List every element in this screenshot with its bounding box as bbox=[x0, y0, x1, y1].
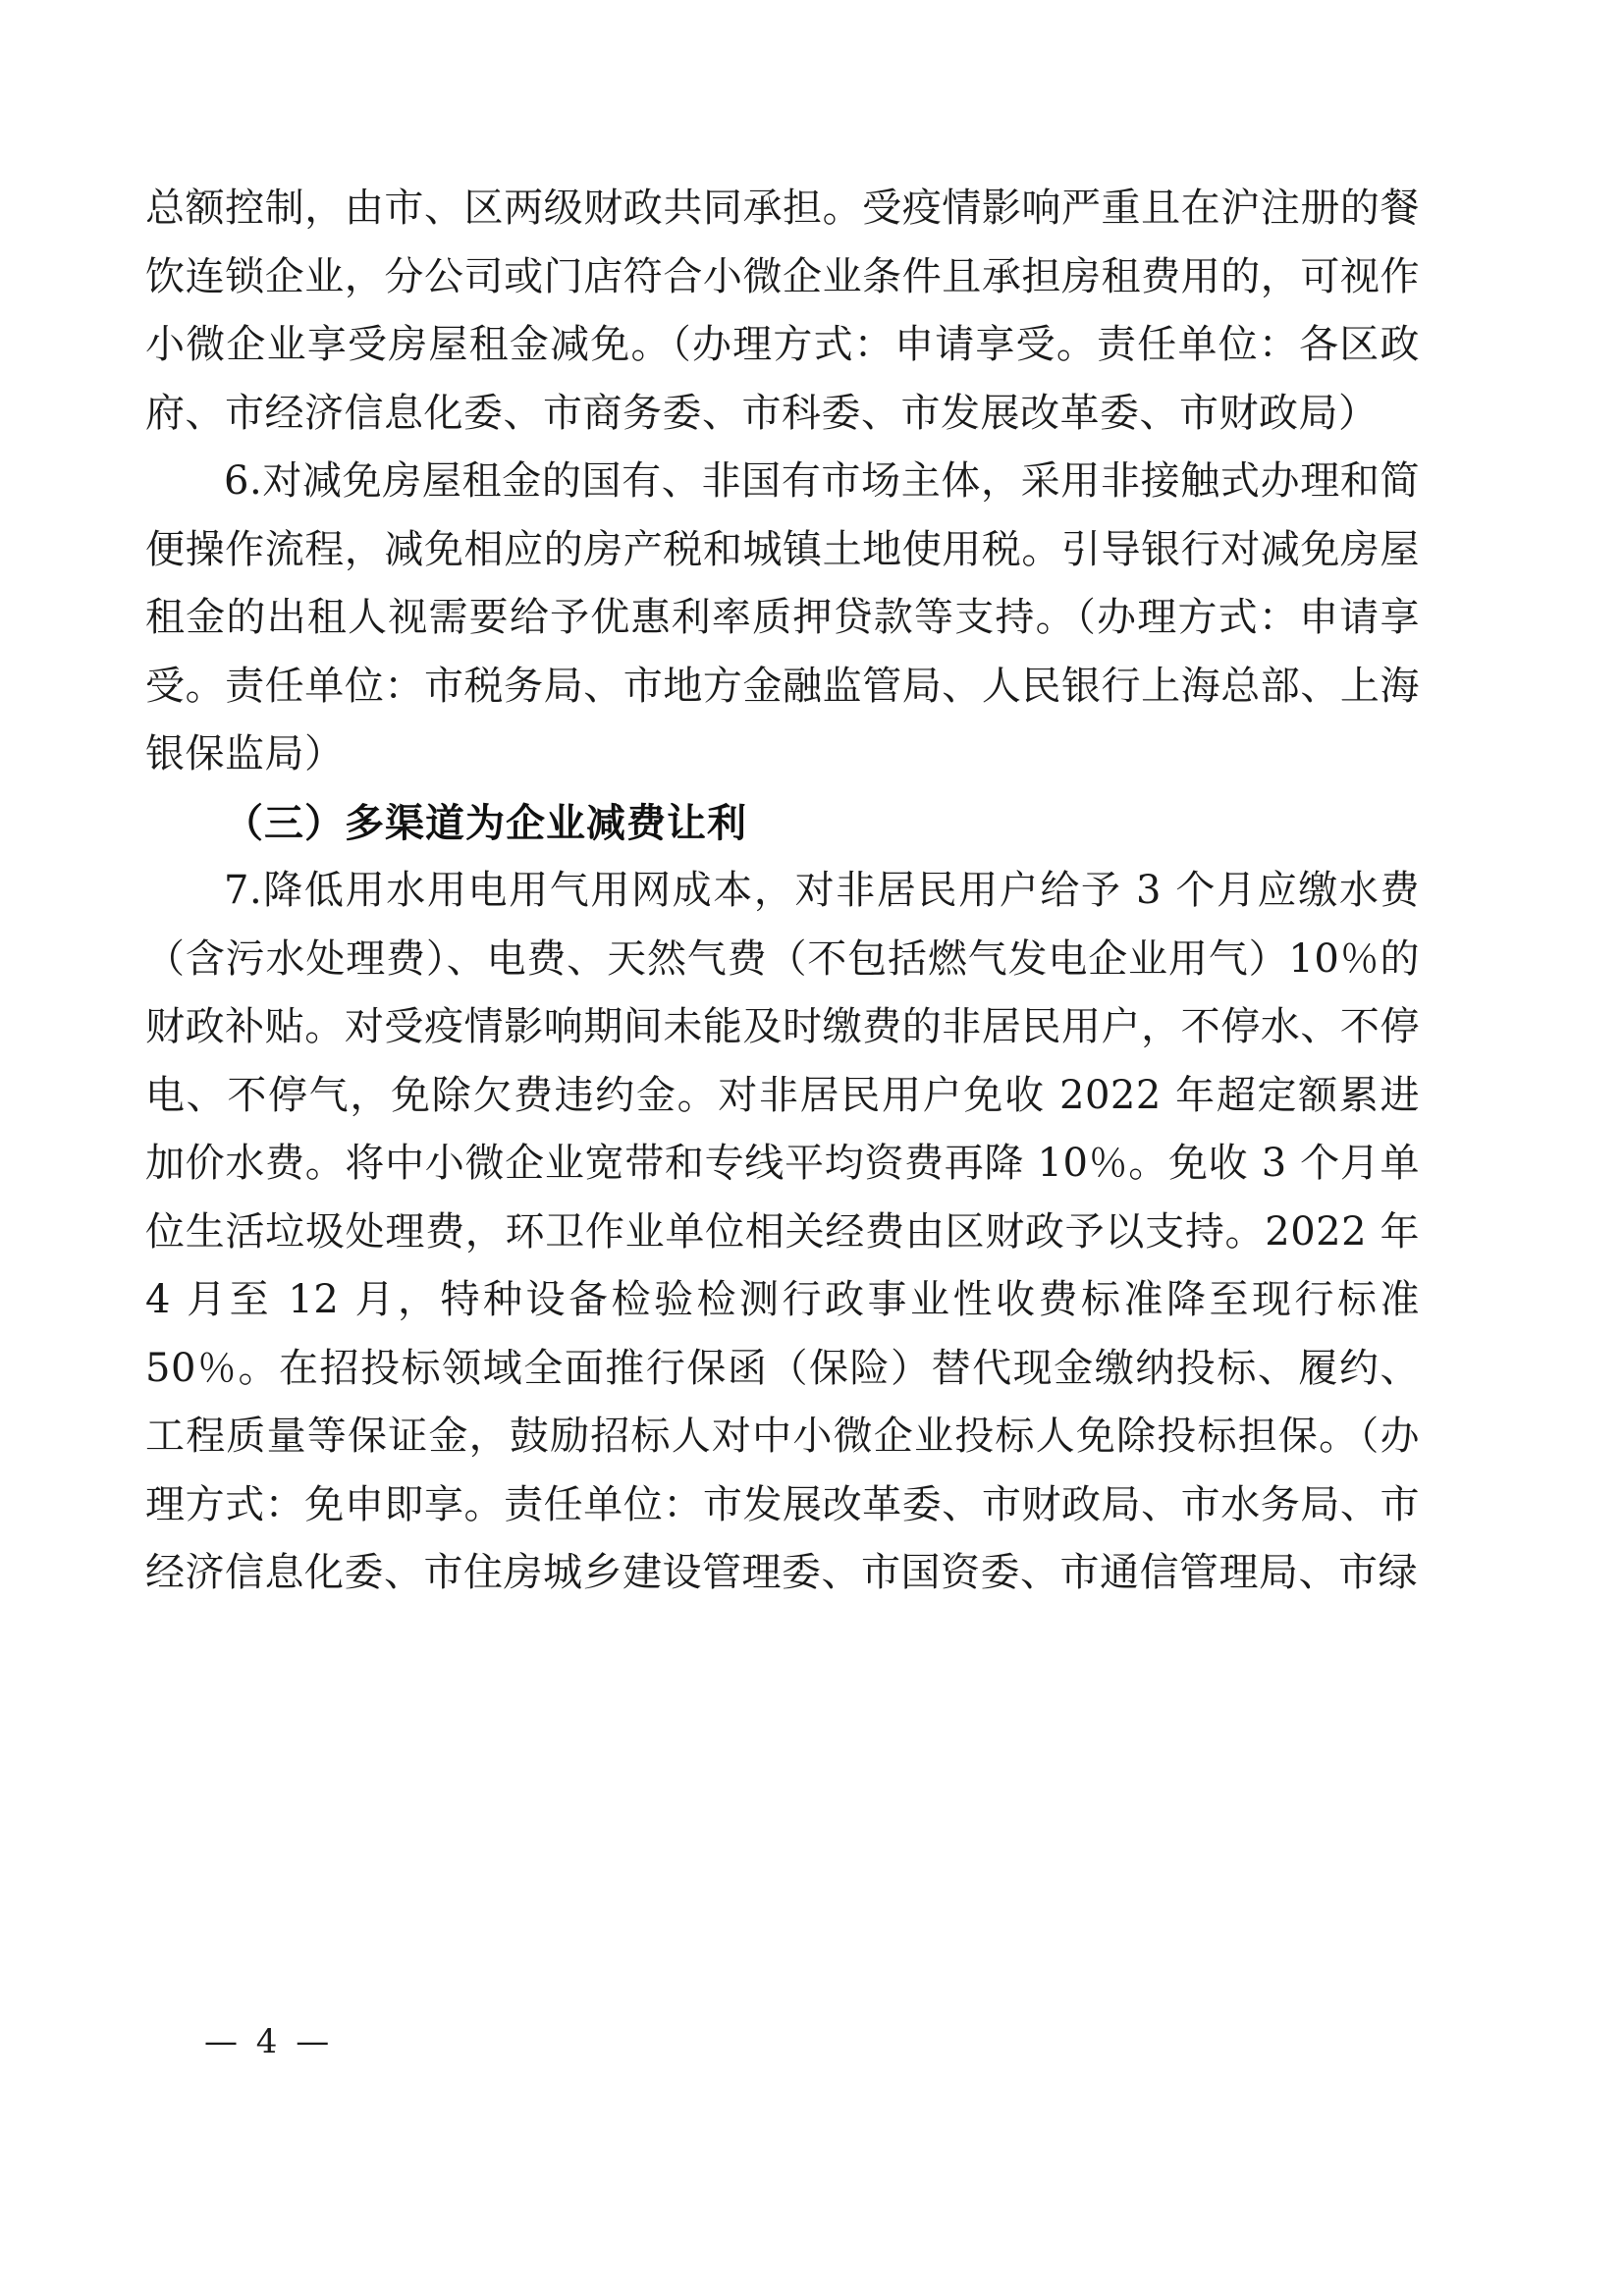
paragraph-5-continued: 总额控制，由市、区两级财政共同承担。受疫情影响严重且在沪注册的餐饮连锁企业，分公司或门店符合小微企业条件且承担房租费用的，可视作小微企业享受房屋租金减免。（办理方式：申请享受。责任单位：各区政府、市经济信息化委、市商务委、市科委、市发展改革委、市财政局） bbox=[145, 186, 1420, 436]
paragraph-7: 7.降低用水用电用气用网成本，对非居民用户给予 3 个月应缴水费（含污水处理费）、电费、天然气费（不包括燃气发电企业用气）10％的财政补贴。对受疫情影响期间未能及时缴费的非居民用户，不停水、不停电、不停气，免除欠费违约金。对非居民用户免收 2022 年超定额累进加价水费。将中小微企业宽带和专线平均资费再降 10％。免收 3 个月单位生活垃圾处理费，环卫作业单位相关经费由区财政予以支持。2022 年 4 月至 12 月，特种设备检验检测行政事业性收费标准降至现行标准 50％。在招投标领域全面推行保函（保险）替代现金缴纳投标、履约、工程质量等保证金，鼓励招标人对中小微企业投标人免除投标担保。（办理方式：免申即享。责任单位：市发展改革委、市财政局、市水务局、市经济信息化委、市住房城乡建设管理委、市国资委、市通信管理局、市绿 bbox=[145, 868, 1420, 1595]
paragraph-6: 6.对减免房屋租金的国有、非国有市场主体，采用非接触式办理和简便操作流程，减免相应的房产税和城镇土地使用税。引导银行对减免房屋租金的出租人视需要给予优惠利率质押贷款等支持。（办理方式：申请享受。责任单位：市税务局、市地方金融监管局、人民银行上海总部、上海银保监局） bbox=[145, 458, 1420, 776]
page-number: — 4 — bbox=[204, 2022, 334, 2061]
section-heading-3: （三）多渠道为企业减费让利 bbox=[224, 799, 747, 846]
page-content bbox=[145, 175, 1420, 1608]
page-footer bbox=[145, 2022, 1420, 2061]
